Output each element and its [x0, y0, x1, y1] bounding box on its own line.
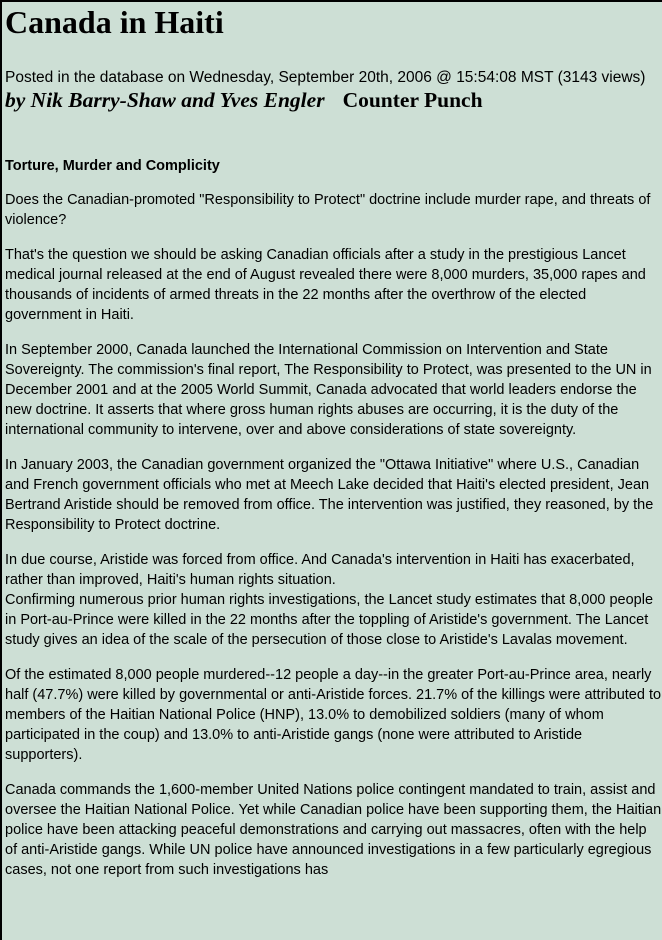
paragraph: Does the Canadian-promoted "Responsibility to Protect" doctrine include murder rape, and threats of violence? [5, 192, 651, 228]
paragraph: That's the question we should be asking Canadian officials after a study in the prestigious Lancet medical journal released at the end of August revealed there were 8,000 murders, 35,000 rapes and thousands of incidents of armed threats in the 22 months after the overthrow of the elected government in Haiti. [5, 247, 646, 323]
posted-line: Posted in the database on Wednesday, September 20th, 2006 @ 15:54:08 MST (3143 views) [5, 69, 646, 86]
paragraph: Confirming numerous prior human rights investigations, the Lancet study estimates that 8,000 people in Port-au-Prince were killed in the 22 months after the toppling of Aristide's government. The Lancet study gives an idea of the scale of the persecution of those close to Aristide's Lavalas movement. [5, 592, 654, 648]
authors: by Nik Barry-Shaw and Yves Engler [5, 88, 325, 112]
paragraph: In due course, Aristide was forced from office. And Canada's intervention in Haiti has exacerbated, rather than improved, Haiti's human rights situation. [5, 552, 635, 588]
section-title: Torture, Murder and Complicity [5, 158, 220, 174]
paragraph: In January 2003, the Canadian government organized the "Ottawa Initiative" where U.S., Canadian and French government officials who met at Meech Lake decided that Haiti's elected president, Jean Bertrand Aristide should be removed from office. The intervention was justified, they reasoned, by the Responsibility to Protect doctrine. [5, 457, 654, 533]
byline [5, 87, 662, 113]
article-title: Canada in Haiti [5, 4, 224, 40]
article [2, 4, 662, 880]
source-name: Counter Punch [342, 88, 483, 112]
paragraph: In September 2000, Canada launched the International Commission on Intervention and State Sovereignty. The commission's final report, The Responsibility to Protect, was presented to the UN in December 2001 and at the 2005 World Summit, Canada advocated that world leaders endorse the new doctrine. It asserts that where gross human rights abuses are occurring, it is the duty of the international community to intervene, over and above considerations of state sovereignty. [5, 342, 652, 438]
paragraph: Canada commands the 1,600-member United Nations police contingent mandated to train, assist and oversee the Haitian National Police. Yet while Canadian police have been supporting them, the Haitian police have been attacking peaceful demonstrations and carrying out massacres, often with the help of anti-Aristide gangs. While UN police have announced investigations in a few particularly egregious cases, not one report from such investigations has [5, 782, 662, 878]
paragraph: Of the estimated 8,000 people murdered--12 people a day--in the greater Port-au-Prince area, nearly half (47.7%) were killed by governmental or anti-Aristide forces. 21.7% of the killings were attributed to members of the Haitian National Police (HNP), 13.0% to demobilized soldiers (many of whom participated in the coup) and 13.0% to anti-Aristide gangs (none were attributed to Aristide supporters). [5, 667, 662, 763]
